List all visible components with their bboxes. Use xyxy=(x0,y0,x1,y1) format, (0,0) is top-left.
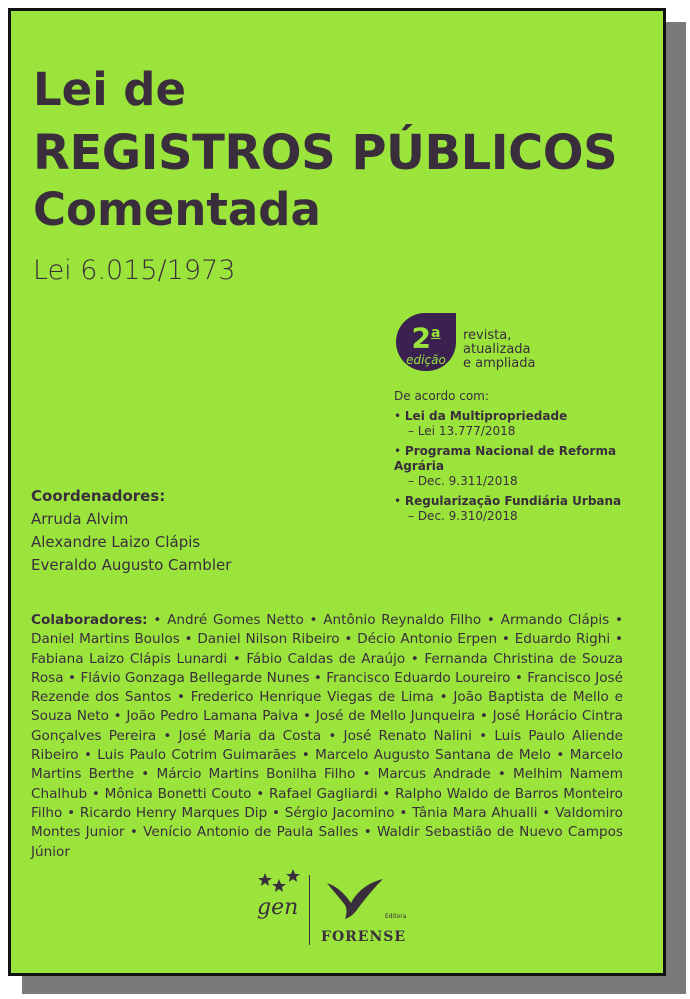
accordance-ref: – Dec. 9.310/2018 xyxy=(408,509,518,523)
accordance-ref: – Lei 13.777/2018 xyxy=(408,424,516,438)
accordance-item xyxy=(394,409,663,439)
publisher-logos xyxy=(247,869,417,959)
coordinator-name: Everaldo Augusto Cambler xyxy=(31,556,232,574)
law-number: Lei 6.015/1973 xyxy=(33,255,236,286)
logo-divider xyxy=(309,875,310,945)
collaborators-heading: Colaboradores: xyxy=(31,612,148,628)
book-cover xyxy=(8,8,666,976)
title-line-3: Comentada xyxy=(33,183,321,236)
forense-logo: FORENSE xyxy=(321,929,407,945)
edition-notes xyxy=(463,329,535,371)
edition-ordinal: a xyxy=(431,325,441,341)
accordance-name: Lei da Multipropriedade xyxy=(404,409,568,423)
edition-note: revista, xyxy=(463,328,512,343)
stars-icon xyxy=(257,869,301,893)
edition-number: 2 xyxy=(411,321,432,355)
coordinators-heading: Coordenadores: xyxy=(31,487,166,505)
coordinators-block xyxy=(31,485,231,577)
collaborators-block xyxy=(31,611,623,862)
edition-label: edição xyxy=(406,353,446,368)
gen-logo: gen xyxy=(257,895,299,920)
accordance-item xyxy=(394,444,663,489)
eagle-icon xyxy=(325,877,385,921)
title-line-1: Lei de xyxy=(33,63,187,116)
bullet: • xyxy=(394,409,402,423)
accordance-item xyxy=(394,494,663,524)
accordance-block xyxy=(394,389,663,524)
accordance-name: Programa Nacional de Reforma Agrária xyxy=(394,444,617,473)
collaborators-list: • André Gomes Netto • Antônio Reynaldo Filho • Armando Clápis • Daniel Martins Boulos • Daniel Nilson Ribeiro • Décio Antonio Erpen • Eduardo Righi • Fabiana Laizo Clápis Lunardi • Fábio Caldas de Araújo • Fernanda Christina de Souza Rosa • Flávio Gonzaga Bellegarde Nunes • Francisco Eduardo Loureiro • Francisco José Rezende dos Santos • Frederico Henrique Viegas de Lima • João Baptista de Mello e Souza Neto • João Pedro Lamana Paiva • José de Mello Junqueira • José Horácio Cintra Gonçalves Pereira • José Maria da Costa • José Renato Nalini • Luis Paulo Aliende Ribeiro • Luis Paulo Cotrim Guimarães • Marcelo Augusto Santana de Melo • Marcelo Martins Berthe • Márcio Martins Bonilha Filho • Marcus Andrade • Melhim Namem Chalhub • Mônica Bonetti Couto • Rafael Gagliardi • Ralpho Waldo de Barros Monteiro Filho • Ricardo Henry Marques Dip • Sérgio Jacomino • Tânia Mara Ahualli • Valdomiro Montes Junior • Venício Antonio de Paula Salles • Waldir Sebastião de Nuevo Campos Júnior xyxy=(31,612,623,860)
edition-note: atualizada xyxy=(463,342,531,357)
coordinator-name: Arruda Alvim xyxy=(31,510,129,528)
coordinator-name: Alexandre Laizo Clápis xyxy=(31,533,201,551)
edition-badge xyxy=(396,313,456,371)
bullet: • xyxy=(394,444,402,458)
bullet: • xyxy=(394,494,402,508)
accordance-ref: – Dec. 9.311/2018 xyxy=(408,474,518,488)
editora-label: Editora xyxy=(385,913,407,920)
accordance-name: Regularização Fundiária Urbana xyxy=(404,494,622,508)
accordance-heading: De acordo com: xyxy=(394,389,489,403)
edition-note: e ampliada xyxy=(463,356,536,371)
title-line-2: REGISTROS PÚBLICOS xyxy=(33,125,618,181)
